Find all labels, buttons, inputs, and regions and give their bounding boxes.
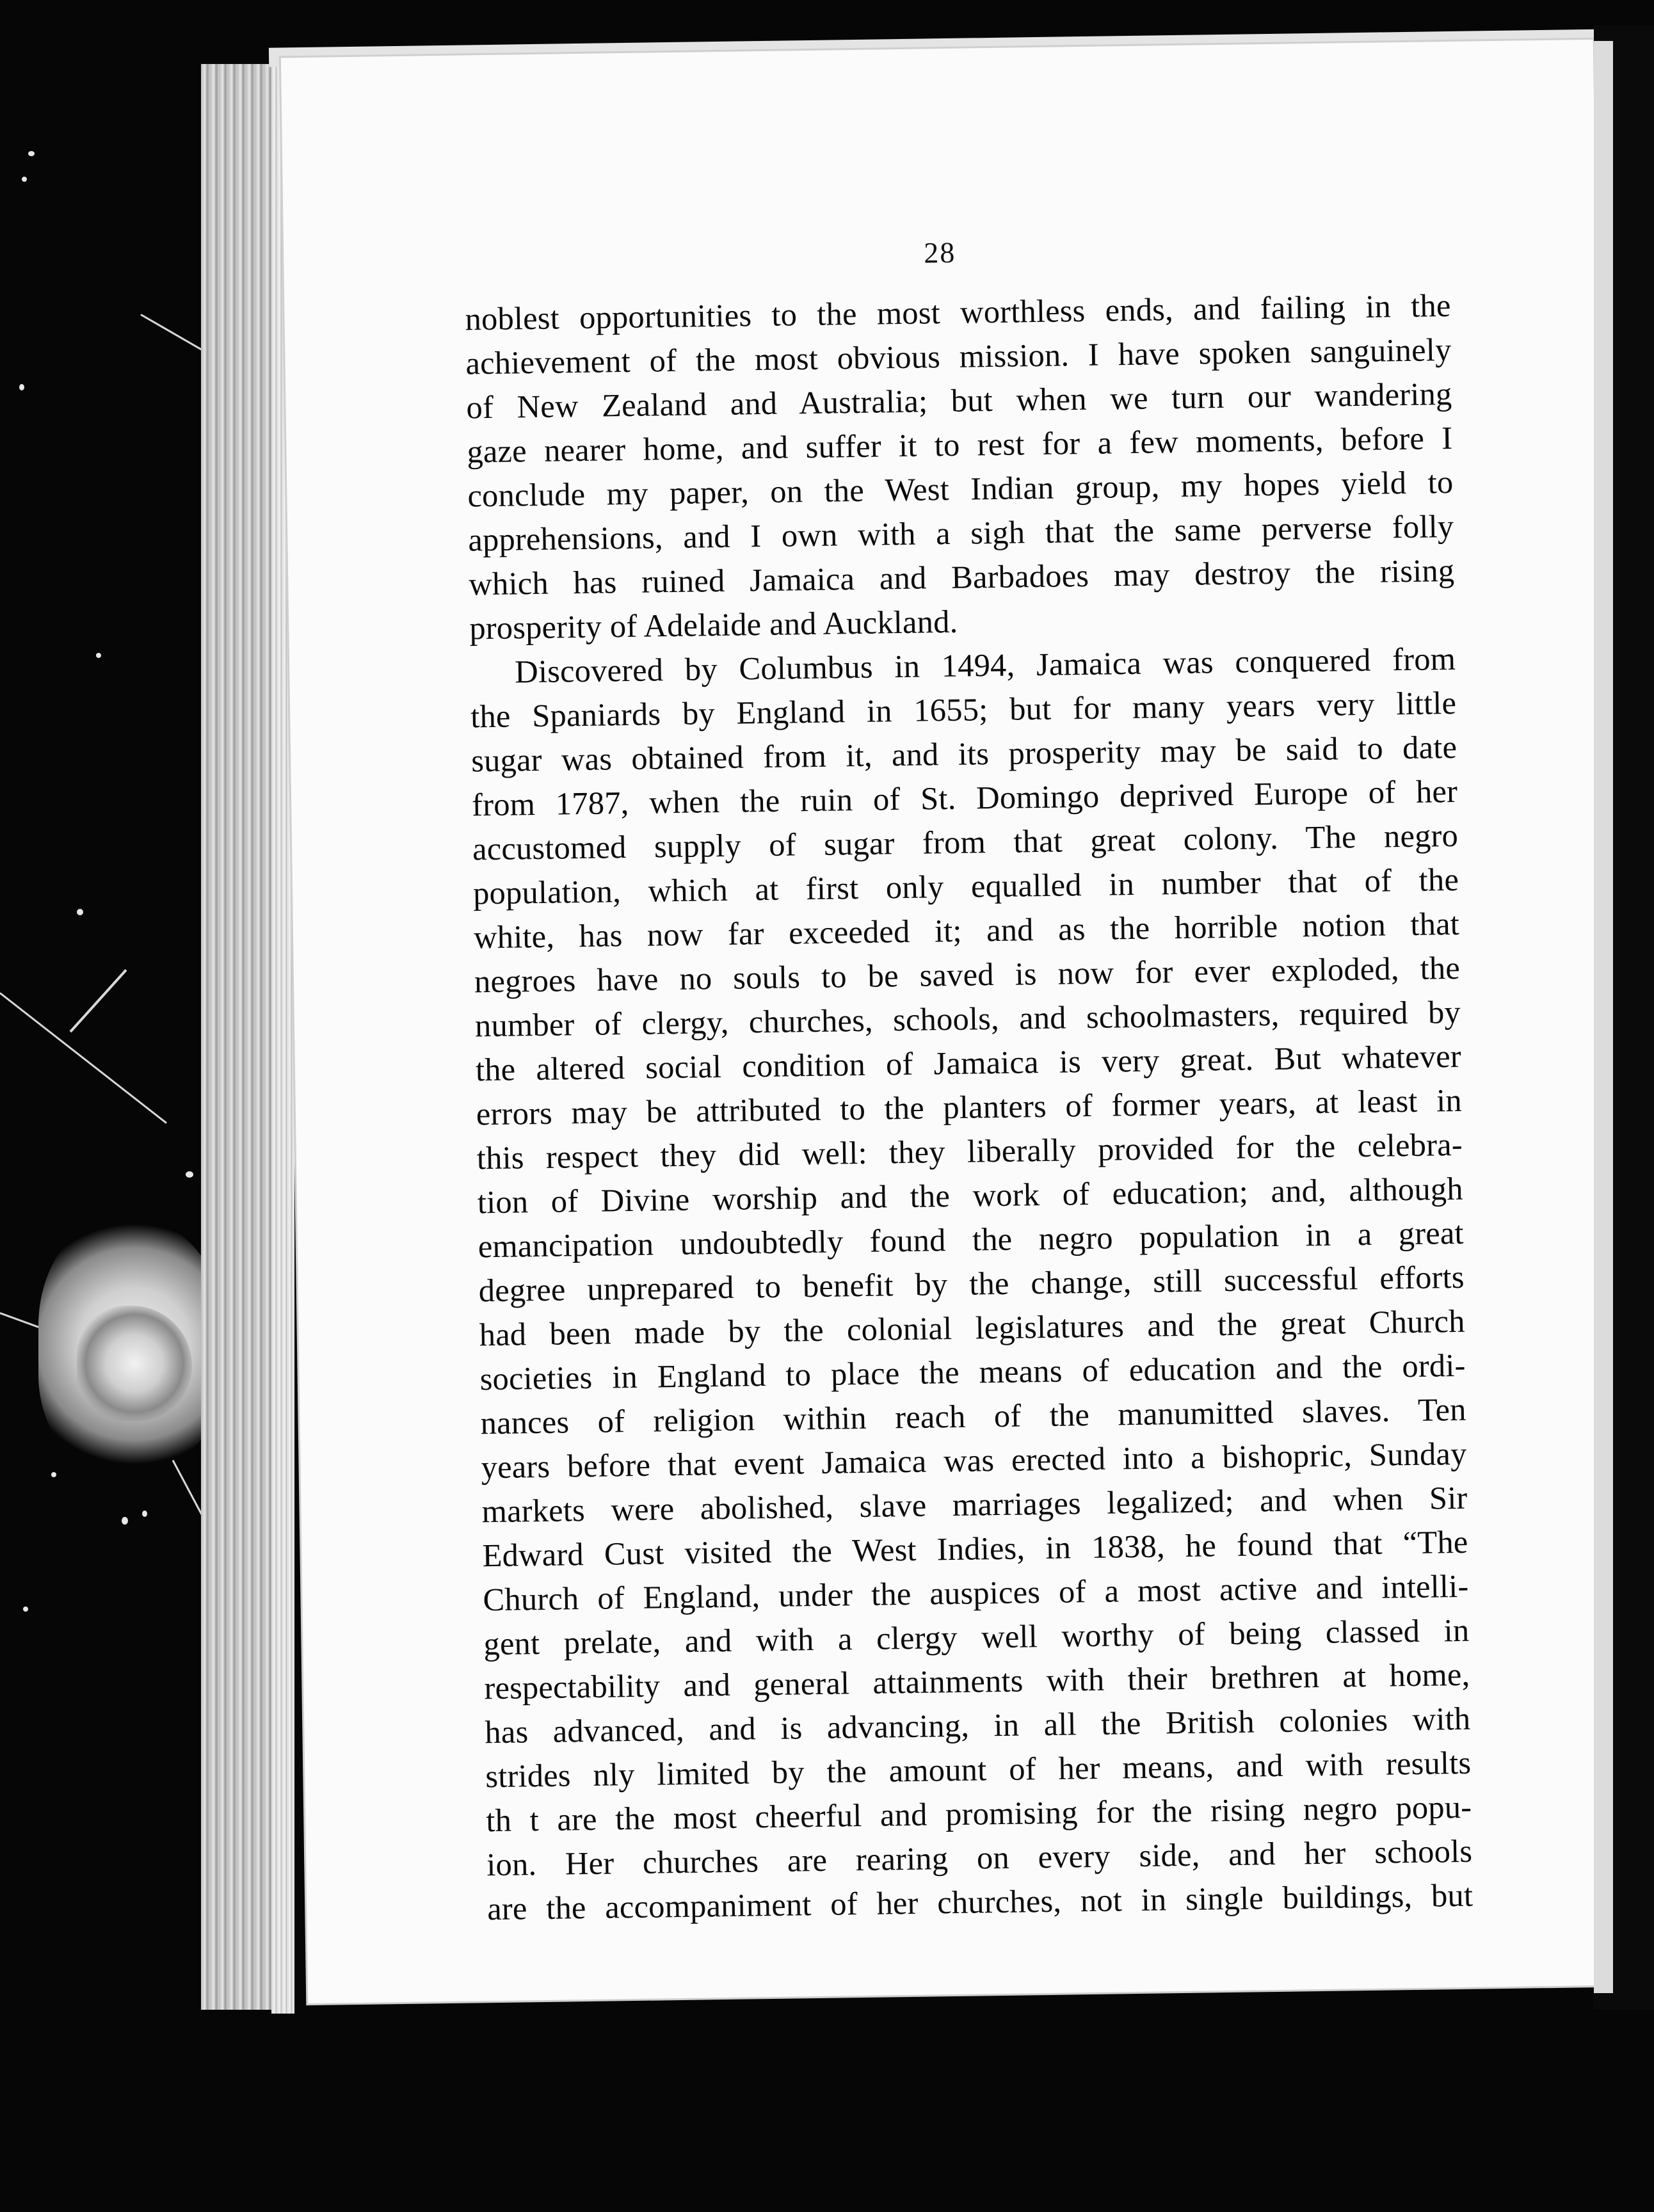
text-line: conclude my paper, on the West Indian group, my hopes yield to — [467, 463, 1454, 514]
text-line: th t are the most cheerful and promising for the rising negro popu- — [485, 1788, 1472, 1839]
text-line: of New Zealand and Australia; but when we turn our wandering — [466, 375, 1452, 426]
text-line: emancipation undoubtedly found the negro population in a great — [478, 1214, 1465, 1265]
text-line: the altered social condition of Jamaica is very great. But whatever — [475, 1038, 1462, 1088]
text-line: accustomed supply of sugar from that great colony. The negro — [472, 817, 1459, 867]
text-line: societies in England to place the means of education and the ordi- — [479, 1347, 1466, 1397]
text-line: markets were abolished, slave marriages legalized; and when Sir — [481, 1479, 1468, 1530]
dust-speck — [122, 1517, 128, 1525]
text-line: tion of Divine worship and the work of education; and, although — [477, 1170, 1464, 1221]
page-edges — [201, 64, 271, 2010]
text-line: sugar was obtained from it, and its prosperity may be said to date — [470, 728, 1457, 779]
text-line: nances of religion within reach of the manumitted slaves. Ten — [480, 1391, 1466, 1441]
dust-speck — [23, 1607, 28, 1612]
text-line: this respect they did well: they liberally provided for the celebra- — [476, 1126, 1463, 1176]
page-number: 28 — [923, 236, 956, 269]
text-line: noblest opportunities to the most worthless ends, and failing in the — [465, 287, 1451, 337]
dust-speck — [28, 151, 35, 156]
text-line: Church of England, under the auspices of a most active and intelli- — [483, 1567, 1469, 1618]
text-line: number of clergy, churches, schools, and schoolmasters, required by — [474, 993, 1461, 1044]
text-line: which has ruined Jamaica and Barbadoes may destroy the rising — [468, 552, 1455, 602]
film-scratch — [0, 992, 167, 1124]
text-line: gaze nearer home, and suffer it to rest for a few moments, before I — [467, 419, 1453, 470]
next-page-edge-light — [1594, 41, 1613, 1993]
text-line: white, has now far exceeded it; and as the horrible notion that — [473, 905, 1460, 956]
dust-speck — [142, 1511, 147, 1517]
text-line: from 1787, when the ruin of St. Domingo deprived Europe of her — [471, 773, 1458, 823]
text-line: are the accompaniment of her churches, not in single buildings, but — [486, 1877, 1473, 1927]
text-line: ion. Her churches are rearing on every side, and her schools — [486, 1832, 1473, 1883]
text-line: apprehensions, and I own with a sigh that the same perverse folly — [468, 508, 1454, 558]
dust-speck — [77, 909, 83, 915]
dust-speck — [22, 177, 27, 182]
dust-speck — [96, 653, 101, 658]
text-line: gent prelate, and with a clergy well worthy of being classed in — [483, 1612, 1470, 1662]
text-line: the Spaniards by England in 1655; but for many years very little — [470, 684, 1457, 735]
text-line: errors may be attributed to the planters of former years, at least in — [476, 1082, 1463, 1132]
text-line: population, which at first only equalled in number that of the — [472, 861, 1459, 911]
text-line: negroes have no souls to be saved is now for ever exploded, the — [474, 949, 1461, 1000]
text-line: achievement of the most obvious mission. I have spoken sanguinely — [465, 331, 1452, 381]
text-line: prosperity of Adelaide and Auckland. — [469, 603, 958, 646]
text-line: strides nly limited by the amount of her means, and with results — [485, 1744, 1472, 1795]
body-text — [465, 284, 1473, 1931]
text-line: respectability and general attainments with their brethren at home, — [484, 1656, 1470, 1706]
dust-speck — [186, 1171, 193, 1178]
film-scratch — [70, 969, 127, 1032]
text-line: had been made by the colonial legislatures and the great Church — [479, 1302, 1466, 1353]
text-line: has advanced, and is advancing, in all the British colonies with — [485, 1700, 1471, 1751]
book-page — [281, 40, 1620, 2003]
text-line: Discovered by Columbus in 1494, Jamaica was conquered from — [514, 640, 1456, 690]
text-line: years before that event Jamaica was erected into a bishopric, Sunday — [481, 1435, 1467, 1486]
dust-speck — [19, 384, 24, 390]
dust-speck — [51, 1472, 56, 1477]
text-line: Edward Cust visited the West Indies, in 1838, he found that “The — [482, 1523, 1468, 1574]
text-line: degree unprepared to benefit by the change, still successful efforts — [478, 1258, 1465, 1309]
